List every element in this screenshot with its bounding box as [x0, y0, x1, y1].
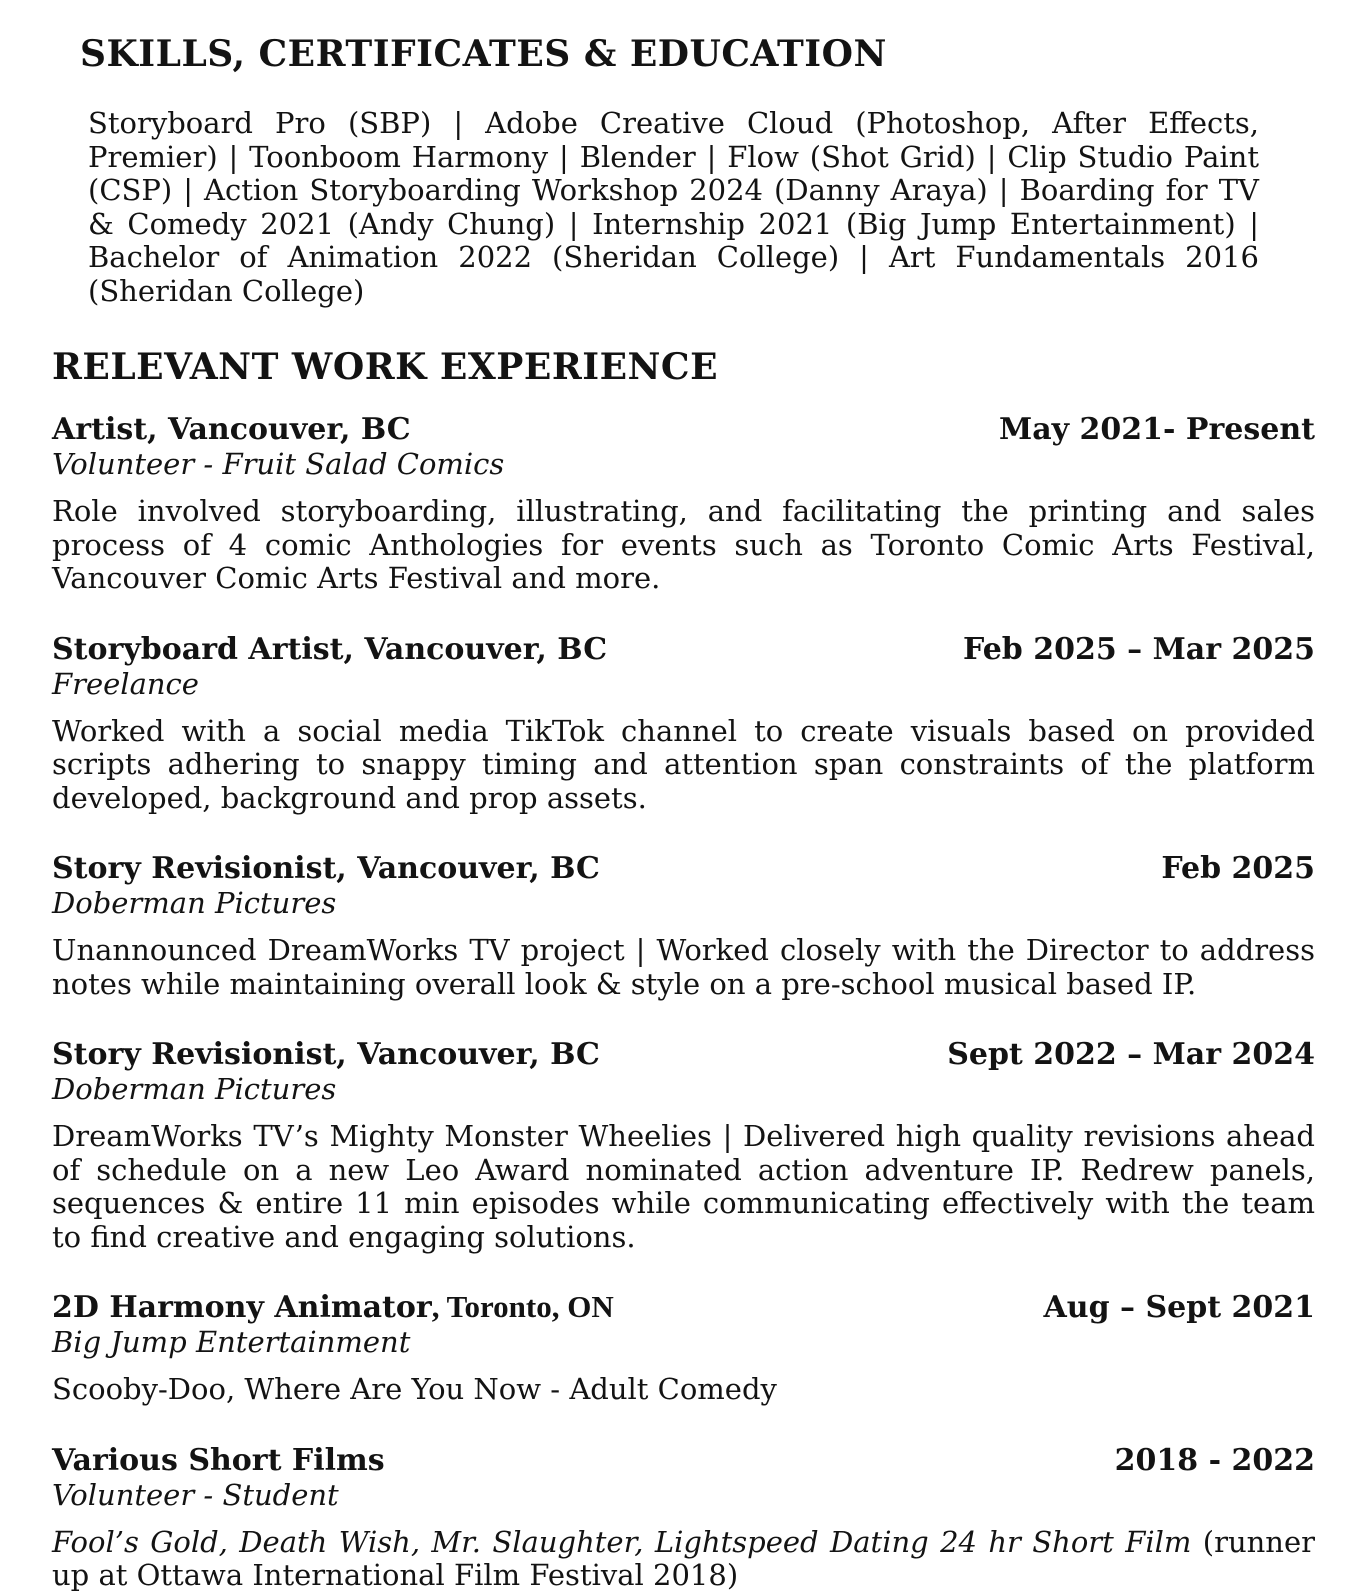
job-title-role: Various Short Films: [52, 1442, 385, 1478]
job-description-text: Unannounced DreamWorks TV project | Worked closely with the Director to address notes while maintaining overall look & style on a pre-school musical based IP.: [52, 933, 1315, 1001]
job-entry: [52, 1290, 1315, 1407]
job-entry-header: [52, 851, 1315, 886]
job-date: Aug – Sept 2021: [1043, 1290, 1315, 1325]
job-description: [52, 934, 1315, 1001]
job-title-role: Artist, Vancouver, BC: [52, 412, 411, 447]
job-title: [52, 1290, 614, 1325]
job-entry-header: [52, 1037, 1315, 1072]
job-entry-header: [52, 1290, 1315, 1325]
job-description-text: DreamWorks TV’s Mighty Monster Wheelies | Delivered high quality revisions ahead of schedule on a new Leo Award nominated action adventure IP. Redrew panels, sequences & entire 11 min episodes while communicating effectively with the team to find creative and engaging solutions.: [52, 1119, 1315, 1254]
job-date: Feb 2025: [1161, 851, 1315, 886]
job-subtitle: Freelance: [52, 666, 199, 701]
job-date: May 2021- Present: [998, 412, 1315, 447]
job-subtitle: Doberman Pictures: [52, 886, 337, 920]
job-subtitle: Big Jump Entertainment: [52, 1325, 411, 1359]
job-description-text: Worked with a social media TikTok channel to create visuals based on provided scripts adhering to snappy timing and attention span constraints of the platform developed, background and prop assets.: [52, 713, 1315, 815]
job-subtitle: Volunteer - Student: [52, 1477, 339, 1512]
job-description: [52, 715, 1315, 816]
job-title: [52, 1037, 600, 1072]
job-title-role: Story Revisionist, Vancouver, BC: [52, 851, 600, 886]
job-description-text: (runner up at Ottawa International Film Festival 2018): [52, 1524, 1315, 1592]
job-subtitle: Doberman Pictures: [52, 1072, 337, 1106]
skills-body-text: Storyboard Pro (SBP) | Adobe Creative Cloud (Photoshop, After Effects, Premier) | Toonboom Harmony | Blender | Flow (Shot Grid) | Clip Studio Paint (CSP) | Action Storyboarding Workshop 2024 (Danny Araya) | Boarding for TV & Comedy 2021 (Andy Chung) | Internship 2021 (Big Jump Entertainment) | Bachelor of Animation 2022 (Sheridan College) | Art Fundamentals 2016 (Sheridan College): [88, 106, 1259, 308]
job-title: [52, 1443, 385, 1478]
job-subtitle: Volunteer - Fruit Salad Comics: [52, 447, 505, 481]
job-title-location: , Toronto, ON: [431, 1289, 614, 1324]
experience-section: [52, 346, 1315, 1593]
job-description: [52, 1120, 1315, 1254]
job-description-text: Role involved storyboarding, illustrating, and facilitating the printing and sales process of 4 comic Anthologies for events such as Toronto Comic Arts Festival, Vancouver Comic Arts Festival and more.: [52, 494, 1315, 595]
job-title: [52, 632, 607, 667]
job-description: [52, 495, 1315, 596]
job-title-role: Storyboard Artist, Vancouver, BC: [52, 631, 608, 667]
job-date: Sept 2022 – Mar 2024: [947, 1037, 1315, 1072]
experience-section-heading: RELEVANT WORK EXPERIENCE: [52, 346, 719, 388]
job-title: [52, 412, 411, 447]
job-date: 2018 - 2022: [1114, 1442, 1315, 1478]
job-description-italic: Fool’s Gold, Death Wish, Mr. Slaughter, Lightspeed Dating 24 hr Short Film: [52, 1524, 1192, 1559]
job-entry: [52, 632, 1315, 816]
job-entry: [52, 1443, 1315, 1593]
job-description-text: Scooby-Doo, Where Are You Now - Adult Comedy: [52, 1372, 777, 1406]
job-date: Feb 2025 – Mar 2025: [963, 631, 1315, 667]
job-entry: [52, 1037, 1315, 1254]
job-title-role: 2D Harmony Animator: [52, 1290, 432, 1325]
job-entry: [52, 412, 1315, 596]
job-entry: [52, 851, 1315, 1001]
job-entry-header: [52, 1443, 1315, 1478]
skills-section: [52, 33, 1315, 308]
job-title-role: Story Revisionist, Vancouver, BC: [52, 1037, 600, 1072]
job-description: [52, 1373, 1315, 1407]
skills-section-heading: SKILLS, CERTIFICATES & EDUCATION: [80, 33, 887, 75]
job-description: [52, 1526, 1315, 1593]
job-entry-header: [52, 412, 1315, 447]
job-title: [52, 851, 600, 886]
job-entry-header: [52, 632, 1315, 667]
